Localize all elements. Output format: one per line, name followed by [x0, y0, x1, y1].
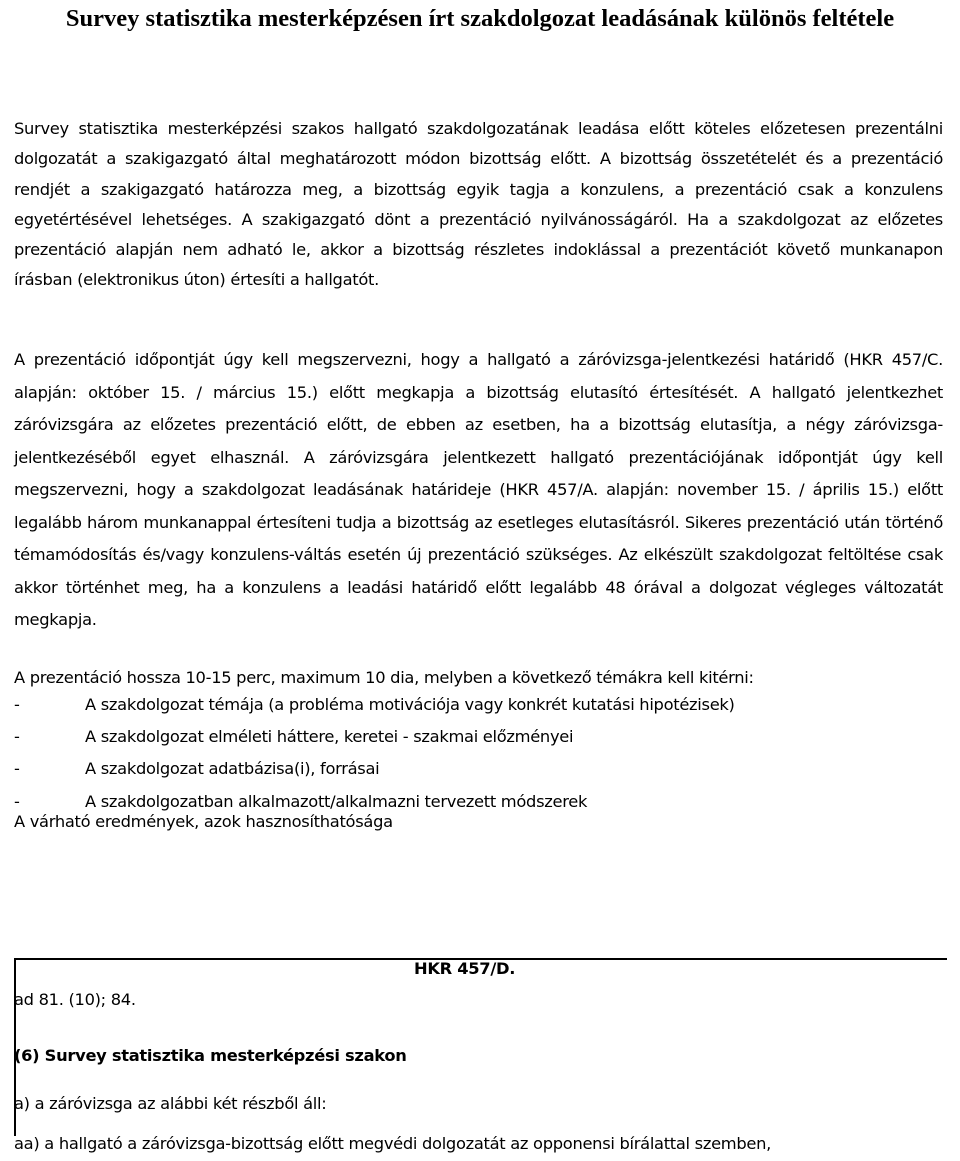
- list-item-text: A szakdolgozatban alkalmazott/alkalmazni tervezett módszerek: [85, 791, 588, 811]
- list-item-text: A szakdolgozat adatbázisa(i), forrásai: [85, 759, 380, 779]
- list-item: [14, 689, 735, 721]
- list-dash: -: [14, 695, 20, 714]
- expected-results-line: A várható eredmények, azok hasznosíthatósága: [14, 812, 393, 831]
- document-title: Survey statisztika mesterképzésen írt szakdolgozat leadásának különös feltétele: [65, 5, 895, 32]
- regulation-reference: ad 81. (10); 84.: [14, 990, 136, 1009]
- paragraph-presentation-scheduling: A prezentáció időpontját úgy kell megszervezni, hogy a hallgató a záróvizsga-jelentkezési határidő (HKR 457/C. alapján: október 15. / március 15.) előtt megkapja a bizottság elutasító értesítését. A hallgató jelentkezhet záróvizsgára az előzetes prezentáció előtt, de ebben az esetben, ha a bizottság elutasítja, a négy záróvizsga-jelentkezéséből egyet elhasznál. A záróvizsgára jelentkezett hallgató prezentációjának időpontját úgy kell megszervezni, hogy a szakdolgozat leadásának határideje (HKR 457/A. alapján: november 15. / április 15.) előtt legalább három munkanappal értesíteni tudja a bizottság az esetleges elutasításról. Sikeres prezentáció után történő témamódosítás és/vagy konzulens-váltás esetén új prezentáció szükséges. Az elkészült szakdolgozat feltöltése csak akkor történhet meg, ha a konzulens a leadási határidő előtt legalább 48 órával a dolgozat végleges változatát megkapja.: [14, 350, 943, 629]
- list-item-text: A szakdolgozat témája (a probléma motivációja vagy konkrét kutatási hipotézisek): [85, 695, 735, 714]
- list-dash: -: [14, 727, 20, 747]
- regulation-subheading: (6) Survey statisztika mesterképzési szakon: [14, 1046, 407, 1065]
- list-item: [14, 753, 735, 785]
- presentation-topics-list: [14, 689, 735, 818]
- list-dash: -: [14, 759, 20, 779]
- list-item: [14, 721, 735, 753]
- list-item-text: A szakdolgozat elméleti háttere, keretei - szakmai előzményei: [85, 727, 574, 747]
- paragraph-presentation-topics-intro: A prezentáció hossza 10-15 perc, maximum 10 dia, melyben a következő témákra kell kitérni:: [14, 668, 754, 687]
- list-dash: -: [14, 791, 20, 811]
- regulation-heading: HKR 457/D.: [414, 959, 516, 978]
- regulation-clause-a: a) a záróvizsga az alábbi két részből áll:: [14, 1094, 327, 1113]
- paragraph-presentation-requirement: Survey statisztika mesterképzési szakos hallgató szakdolgozatának leadása előtt köteles előzetesen prezentálni dolgozatát a szakigazgató által meghatározott módon bizottság előtt. A bizottság összetételét és a prezentáció rendjét a szakigazgató határozza meg, a bizottság egyik tagja a konzulens, a prezentáció csak a konzulens egyetértésével lehetséges. A szakigazgató dönt a prezentáció nyilvánosságáról. Ha a szakdolgozat az előzetes prezentáció alapján nem adható le, akkor a bizottság részletes indoklással a prezentációt követő munkanapon írásban (elektronikus úton) értesíti a hallgatót.: [14, 119, 943, 290]
- regulation-clause-aa: aa) a hallgató a záróvizsga-bizottság előtt megvédi dolgozatát az opponensi bírálattal szemben,: [14, 1134, 772, 1153]
